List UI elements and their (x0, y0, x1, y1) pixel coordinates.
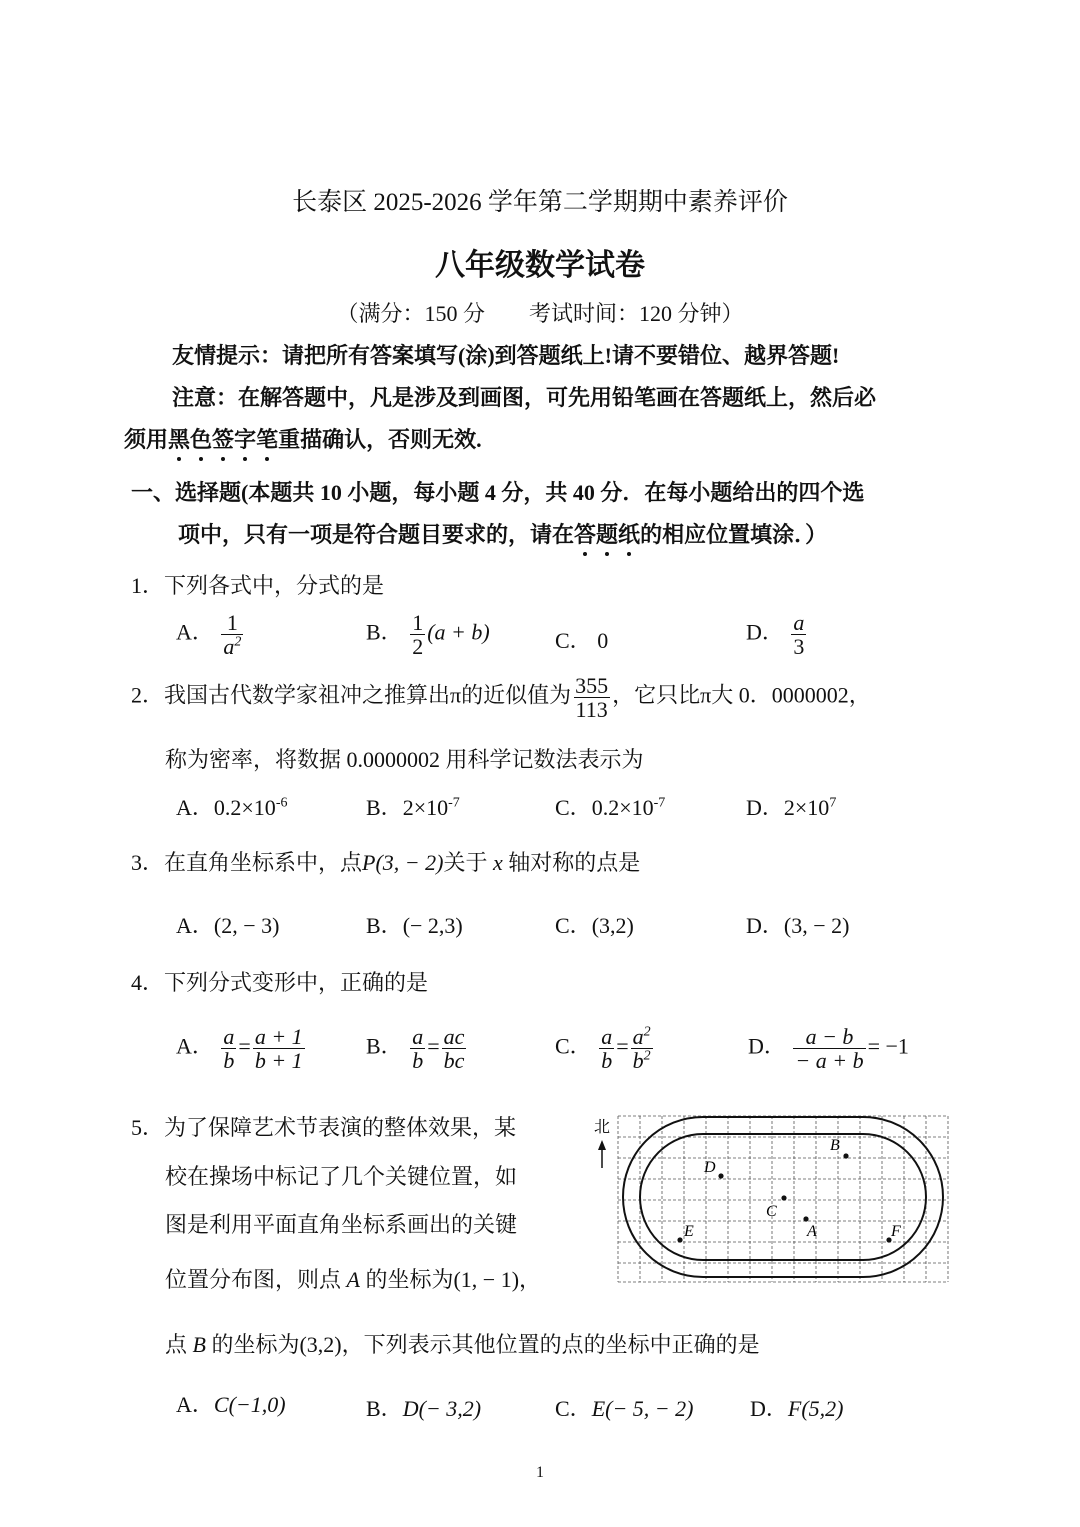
option-label: B． (366, 795, 403, 820)
q3-axis: x (492, 850, 503, 875)
emphasis-char: 色 (190, 423, 212, 454)
exam-info: （满分：150 分 考试时间：120 分钟） (336, 301, 744, 326)
q2-option-b (366, 791, 460, 822)
emphasis-char: 题 (596, 518, 618, 549)
denominator: 3 (793, 634, 805, 660)
denominator: 2 (412, 634, 424, 660)
option-value: 0.2×10 (591, 795, 654, 820)
denominator: $b^2$ (632, 1048, 651, 1074)
q5-figure-track-grid (588, 1112, 960, 1292)
b-expression: (a + b) (427, 619, 490, 645)
fraction (221, 611, 243, 658)
q4-option-b (366, 1025, 468, 1072)
equals: = (427, 1033, 440, 1059)
q2-option-d (746, 791, 836, 822)
q3-stem-pre: 3．在直角坐标系中，点 (131, 850, 363, 875)
numerator: a + 1 (254, 1024, 303, 1049)
emphasis-char: 纸 (618, 518, 640, 549)
point-c-text: C (766, 1203, 777, 1220)
denominator: b (223, 1048, 235, 1074)
point-e (677, 1237, 682, 1242)
exponent: 7 (829, 795, 837, 811)
option-label: B． (366, 1033, 403, 1059)
point-e-text: E (684, 1223, 694, 1240)
point-c (781, 1195, 786, 1200)
option-value: (3, − 2) (783, 913, 850, 938)
numerator: $a^2$ (632, 1024, 651, 1049)
q2-stem (131, 674, 871, 721)
option-value: 2×10 (783, 795, 830, 820)
north-arrowhead-icon (598, 1140, 606, 1150)
fraction (793, 1025, 865, 1072)
fraction (631, 1025, 653, 1072)
numerator: ac (443, 1024, 465, 1049)
q2-stem-pre: 2．我国古代数学家祖冲之推算出π的近似值为 (131, 682, 572, 708)
point-a (803, 1216, 808, 1221)
q5-option-a (176, 1388, 286, 1419)
point-b-coord: (3,2) (299, 1332, 342, 1357)
option-label: D． (748, 1033, 786, 1059)
numerator: 1 (226, 610, 238, 635)
fraction (791, 611, 806, 658)
q5-line3: 图是利用平面直角坐标系画出的关键 (165, 1212, 518, 1237)
option-value: (2, − 3) (213, 913, 280, 938)
q4-option-d (748, 1025, 909, 1072)
option-label: A． (176, 1033, 214, 1059)
q4-stem: 4．下列分式变形中，正确的是 (131, 970, 429, 995)
fraction (410, 1025, 425, 1072)
option-label: C． (555, 1033, 592, 1059)
option-value: (3,2) (591, 913, 634, 938)
equals: = (238, 1033, 251, 1059)
section-line2-pre: 项中，只有一项是符合题目要求的，请在 (178, 522, 575, 547)
option-value: D(− 3,2) (402, 1396, 482, 1421)
fraction (599, 1025, 614, 1072)
option-value: E(− 5, − 2) (591, 1396, 694, 1421)
numerator: 355 (575, 673, 609, 698)
emphasis-char: 签 (212, 423, 234, 454)
point-f-text: F (891, 1223, 901, 1240)
option-label: A． (176, 913, 214, 938)
option-value: 2×10 (402, 795, 449, 820)
option-label: B． (366, 619, 403, 645)
option-label: C． (555, 913, 592, 938)
option-label: C． (555, 1396, 592, 1421)
point-a-label: A (346, 1267, 360, 1292)
option-label: C． (555, 795, 592, 820)
denominator: b (601, 1048, 613, 1074)
q4-option-c (555, 1025, 655, 1072)
emphasis-char: 笔 (256, 423, 278, 454)
section-emphasis (574, 522, 640, 547)
denominator: b (412, 1048, 424, 1074)
option-label: D． (746, 619, 784, 645)
attention-line2-post: 重描确认，否则无效. (278, 427, 482, 452)
q5-line4: 位置分布图，则点 A 的坐标为(1, − 1)， (165, 1267, 542, 1292)
option-label: B． (366, 913, 403, 938)
numerator: a − b (805, 1024, 854, 1049)
option-value: 0 (597, 628, 609, 653)
exam-title: 长泰区 2025-2026 学年第二学期期中素养评价 (292, 189, 788, 216)
q3-stem-mid: 关于 (443, 850, 488, 875)
denominator: − a + b (795, 1048, 864, 1074)
q3-option-a (176, 909, 279, 940)
option-label: B． (366, 1396, 403, 1421)
option-label: D． (746, 795, 784, 820)
q2-option-c (555, 791, 665, 822)
section-heading: 一、选择题(本题共 10 小题，每小题 4 分，共 40 分．在每小题给出的四个选 (131, 480, 865, 505)
q2-fraction (573, 674, 610, 721)
q5-option-c (555, 1392, 693, 1423)
option-value: (− 2,3) (402, 913, 463, 938)
q5-line5: 点 B 的坐标为(3,2)，下列表示其他位置的点的坐标中正确的是 (165, 1332, 760, 1357)
q3-option-c (555, 909, 634, 940)
exponent: -6 (275, 795, 288, 811)
emphasis-char: 黑 (168, 423, 190, 454)
point-a-text: A (807, 1223, 817, 1240)
point-a-coord: (1, − 1) (453, 1267, 520, 1292)
numerator: a (793, 610, 805, 635)
denominator: bc (443, 1048, 465, 1074)
attention-line2-pre: 须用 (124, 427, 169, 452)
option-label: D． (750, 1396, 788, 1421)
denominator: b + 1 (254, 1048, 303, 1074)
q1-option-b (366, 611, 490, 658)
numerator: a (223, 1024, 235, 1049)
q5-line1: 5．为了保障艺术节表演的整体效果，某 (131, 1115, 517, 1140)
q3-stem-post: 轴对称的点是 (508, 850, 641, 875)
numerator: a (412, 1024, 424, 1049)
q4-option-a (176, 1025, 307, 1072)
q5-line2: 校在操场中标记了几个关键位置，如 (165, 1164, 518, 1189)
option-value: F(5,2) (787, 1396, 844, 1421)
point-b-label: B (192, 1332, 206, 1357)
q3-point: P(3, − 2) (362, 850, 444, 875)
exam-subject: 八年级数学试卷 (435, 249, 645, 282)
q3-stem (131, 846, 640, 877)
denominator: 113 (575, 697, 608, 723)
fraction (253, 1025, 305, 1072)
q1-option-d (746, 611, 808, 658)
option-value: 0.2×10 (213, 795, 276, 820)
q2-stem-line2: 称为密率，将数据 0.0000002 用科学记数法表示为 (165, 747, 644, 772)
q1-option-c (555, 624, 608, 655)
q2-stem-post: ，它只比π大 0．0000002， (612, 682, 871, 708)
attention-emphasis (168, 427, 278, 452)
section-line2-post: 的相应位置填涂．） (640, 522, 828, 547)
option-label: D． (746, 913, 784, 938)
q2-option-a (176, 791, 287, 822)
point-b-text: B (830, 1137, 840, 1154)
north-label: 北 (594, 1119, 611, 1136)
option-label: C． (555, 628, 592, 653)
q5-option-b (366, 1392, 481, 1423)
attention-line1: 注意：在解答题中，凡是涉及到画图，可先用铅笔画在答题纸上，然后必 (172, 385, 877, 410)
numerator: 1 (412, 610, 424, 635)
point-d (718, 1173, 723, 1178)
emphasis-char: 字 (234, 423, 256, 454)
q1-option-a (176, 611, 245, 658)
emphasis-char: 答 (574, 518, 596, 549)
denominator: $a^2$ (223, 634, 242, 660)
q3-option-d (746, 909, 849, 940)
fraction (221, 1025, 236, 1072)
exponent: -7 (653, 795, 666, 811)
fraction (442, 1025, 467, 1072)
q3-option-b (366, 909, 463, 940)
option-label: A． (176, 1392, 214, 1417)
point-d-text: D (704, 1159, 716, 1176)
friendly-tip: 友情提示：请把所有答案填写(涂)到答题纸上!请不要错位、越界答题! (172, 343, 840, 368)
option-value: C(−1,0) (213, 1392, 286, 1417)
point-b (843, 1153, 848, 1158)
q1-stem: 1．下列各式中，分式的是 (131, 573, 385, 598)
equals: = (616, 1033, 629, 1059)
numerator: a (601, 1024, 613, 1049)
section-heading-line2 (178, 518, 827, 549)
rhs: = −1 (867, 1033, 909, 1059)
q5-option-d (750, 1392, 843, 1423)
option-label: A． (176, 795, 214, 820)
attention-line2 (124, 423, 482, 454)
fraction (410, 611, 425, 658)
exponent: -7 (448, 795, 460, 811)
option-label: A． (176, 619, 214, 645)
page-number: 1 (536, 1464, 544, 1481)
